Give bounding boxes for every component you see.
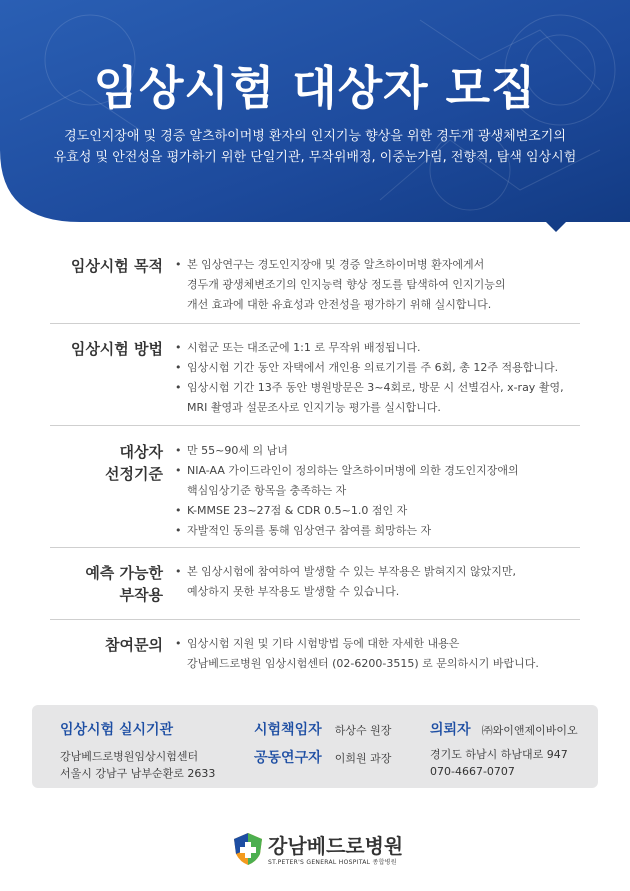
sponsor-name: ㈜와이앤제이바이오 xyxy=(481,724,578,737)
subtitle-line: 유효성 및 안전성을 평가하기 위한 단일기관, 무작위배정, 이중눈가림, 전향적, 탐색 임상시험 xyxy=(53,150,577,165)
hospital-emblem-icon xyxy=(232,832,264,866)
list-item: • 임상시험 지원 및 기타 시험방법 등에 대한 자세한 내용은 강남베드로병원 임상시험센터 (02-6200-3515) 로 문의하시기 바랍니다. xyxy=(175,634,580,674)
co-investigator-name: 이희원 과장 xyxy=(334,752,392,765)
pi-title: 시험책임자 xyxy=(254,722,322,738)
sponsor-column xyxy=(430,719,578,780)
co-investigator-title: 공동연구자 xyxy=(254,750,322,766)
list-item: • K-MMSE 23~27점 & CDR 0.5~1.0 점인 자 xyxy=(175,501,580,521)
subtitle-line: 경도인지장애 및 경증 알츠하이머병 환자의 인지기능 향상을 위한 경두개 광생체변조기의 xyxy=(64,129,566,144)
hospital-logo xyxy=(232,830,402,870)
investigator-column xyxy=(254,719,391,767)
institution-column xyxy=(60,719,215,782)
section-method xyxy=(50,324,580,426)
page-title: 임상시험 대상자 모집 xyxy=(93,61,537,115)
sponsor-address: 경기도 하남시 하남대로 947 xyxy=(430,748,568,761)
section-label: 임상시험 목적 xyxy=(70,257,163,275)
section-label: 예측 가능한 부작용 xyxy=(85,564,163,604)
institution-info-box xyxy=(32,705,598,788)
list-item: • 임상시험 기간 13주 동안 병원방문은 3~4회로, 방문 시 선별검사, x-ray 촬영, MRI 촬영과 설문조사로 인지기능 평가를 실시합니다. xyxy=(175,378,580,418)
hospital-name: 강남베드로병원 xyxy=(268,834,404,858)
list-item: • 만 55~90세 의 남녀 xyxy=(175,441,580,461)
list-item: • 본 임상시험에 참여하여 발생할 수 있는 부작용은 밝혀지지 않았지만, 예상하지 못한 부작용도 발생할 수 있습니다. xyxy=(175,562,580,602)
sponsor-phone: 070-4667-0707 xyxy=(430,765,515,778)
hero-banner xyxy=(0,0,630,232)
sponsor-title: 의뢰자 xyxy=(430,722,471,738)
list-item: • 시험군 또는 대조군에 1:1 로 무작위 배정됩니다. xyxy=(175,338,580,358)
list-item: • NIA-AA 가이드라인이 정의하는 알츠하이머병에 의한 경도인지장애의 핵심임상기준 항목을 충족하는 자 xyxy=(175,461,580,501)
section-criteria xyxy=(50,426,580,548)
institution-name: 강남베드로병원임상시험센터 xyxy=(60,750,199,763)
section-contact xyxy=(50,620,580,684)
pi-name: 하상수 원장 xyxy=(334,724,392,737)
section-label: 대상자 선정기준 xyxy=(105,443,163,483)
institution-address: 서울시 강남구 남부순환로 2633 xyxy=(60,767,216,780)
section-label: 참여문의 xyxy=(105,636,163,654)
list-item: • 임상시험 기간 동안 자택에서 개인용 의료기기를 주 6회, 총 12주 적용합니다. xyxy=(175,358,580,378)
page-subtitle xyxy=(0,126,630,168)
section-purpose xyxy=(50,240,580,324)
hospital-english-name: ST.PETER'S GENERAL HOSPITAL 종합병원 xyxy=(268,859,397,866)
list-item: • 본 임상연구는 경도인지장애 및 경증 알츠하이머병 환자에게서 경두개 광생체변조기의 인지능력 향상 정도를 탐색하여 인지기능의 개선 효과에 대한 유효성과 안전성을 평가하기 위해 실시합니다. xyxy=(175,255,580,315)
info-sections xyxy=(50,240,580,684)
list-item: • 자발적인 동의를 통해 임상연구 참여를 희망하는 자 xyxy=(175,521,580,541)
institution-title: 임상시험 실시기관 xyxy=(60,722,174,738)
section-label: 임상시험 방법 xyxy=(70,340,163,358)
section-side-effects xyxy=(50,548,580,620)
